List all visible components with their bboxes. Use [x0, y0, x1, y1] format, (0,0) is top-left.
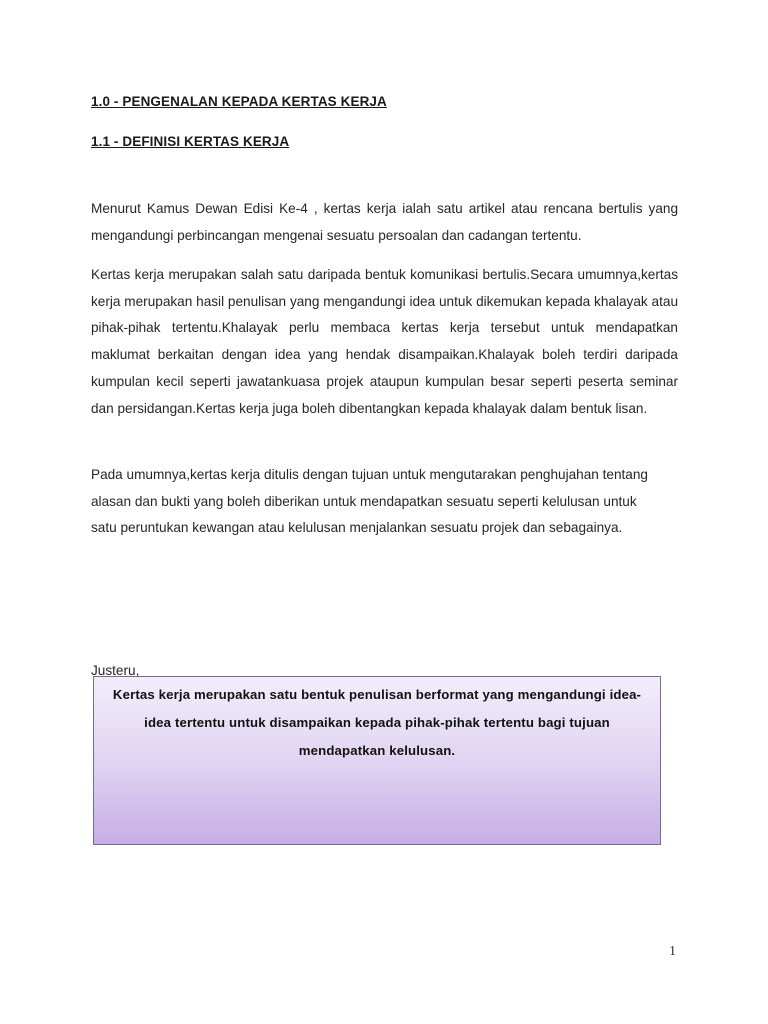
section-heading-pengenalan: 1.0 - PENGENALAN KEPADA KERTAS KERJA	[91, 94, 387, 109]
summary-callout-box	[93, 676, 661, 845]
paragraph-definition: Menurut Kamus Dewan Edisi Ke-4 , kertas kerja ialah satu artikel atau rencana bertulis yang mengandungi perbincangan mengenai sesuatu persoalan dan cadangan tertentu.	[91, 201, 678, 243]
paragraph-communication: Kertas kerja merupakan salah satu daripada bentuk komunikasi bertulis.Secara umumnya,kertas kerja merupakan hasil penulisan yang mengandungi idea untuk dikemukan kepada khalayak atau pihak-pihak tertentu.Khalayak perlu membaca kertas kerja tersebut untuk mendapatkan maklumat berkaitan dengan idea yang hendak disampaikan.Khalayak boleh terdiri daripada kumpulan kecil seperti jawatankuasa projek ataupun kumpulan besar seperti peserta seminar dan persidangan.Kertas kerja juga boleh dibentangkan kepada khalayak dalam bentuk lisan.	[91, 267, 678, 416]
page-number: 1	[669, 944, 676, 959]
summary-callout-text: Kertas kerja merupakan satu bentuk penulisan berformat yang mengandungi idea-idea tertentu untuk disampaikan kepada pihak-pihak tertentu bagi tujuan mendapatkan kelulusan.	[112, 687, 642, 758]
paragraph-purpose: Pada umumnya,kertas kerja ditulis dengan tujuan untuk mengutarakan penghujahan tentang alasan dan bukti yang boleh diberikan untuk mendapatkan sesuatu seperti kelulusan untuk satu peruntukan kewangan atau kelulusan menjalankan sesuatu projek dan sebagainya.	[91, 467, 648, 536]
justeru-text: Justeru,	[91, 663, 140, 676]
section-heading-definisi: 1.1 - DEFINISI KERTAS KERJA	[91, 134, 290, 149]
